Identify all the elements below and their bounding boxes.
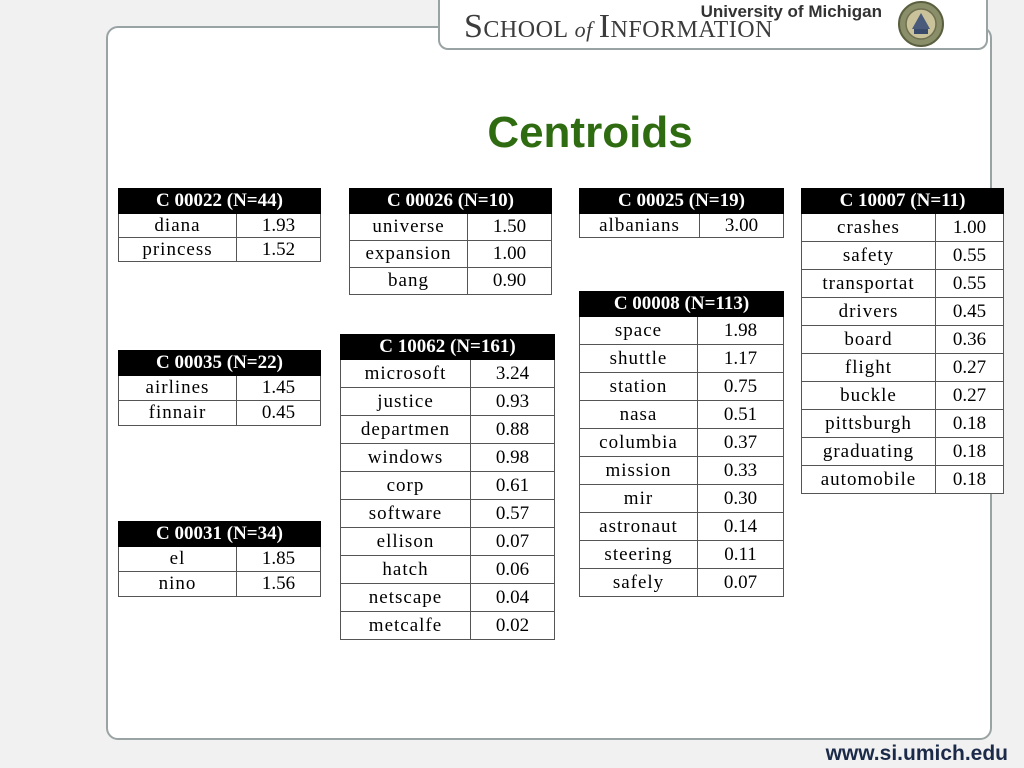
table-row [802, 438, 1004, 466]
weight-cell: 0.88 [471, 416, 555, 444]
weight-cell: 3.24 [471, 360, 555, 388]
footer-url: www.si.umich.edu [825, 742, 1008, 765]
weight-cell: 0.37 [698, 429, 784, 457]
weight-cell: 0.98 [471, 444, 555, 472]
table-row [350, 241, 552, 268]
term-cell: flight [802, 354, 936, 382]
table-row [580, 485, 784, 513]
centroid-table [118, 188, 321, 262]
table-row [350, 214, 552, 241]
term-cell: pittsburgh [802, 410, 936, 438]
term-cell: justice [341, 388, 471, 416]
term-cell: board [802, 326, 936, 354]
term-cell: transportat [802, 270, 936, 298]
table-row [341, 500, 555, 528]
table-row [802, 466, 1004, 494]
weight-cell: 0.45 [936, 298, 1004, 326]
table-row [341, 360, 555, 388]
page-title: Centroids [487, 108, 693, 157]
weight-cell: 0.55 [936, 242, 1004, 270]
weight-cell: 0.14 [698, 513, 784, 541]
term-cell: columbia [580, 429, 698, 457]
table-row [119, 214, 321, 238]
term-cell: el [119, 547, 237, 572]
term-cell: airlines [119, 376, 237, 401]
table-row [341, 444, 555, 472]
table-header: C 00026 (N=10) [350, 189, 552, 214]
weight-cell: 0.51 [698, 401, 784, 429]
weight-cell: 1.17 [698, 345, 784, 373]
term-cell: corp [341, 472, 471, 500]
table-row [802, 410, 1004, 438]
term-cell: safely [580, 569, 698, 597]
weight-cell: 0.18 [936, 438, 1004, 466]
term-cell: graduating [802, 438, 936, 466]
term-cell: hatch [341, 556, 471, 584]
term-cell: finnair [119, 401, 237, 426]
centroid-table [340, 334, 555, 640]
term-cell: shuttle [580, 345, 698, 373]
header-banner [438, 0, 988, 50]
table-row [341, 528, 555, 556]
table-row [580, 317, 784, 345]
university-name: University of Michigan [700, 2, 882, 21]
term-cell: drivers [802, 298, 936, 326]
term-cell: nasa [580, 401, 698, 429]
table-row [119, 572, 321, 597]
weight-cell: 0.11 [698, 541, 784, 569]
weight-cell: 0.06 [471, 556, 555, 584]
weight-cell: 0.04 [471, 584, 555, 612]
table-row [580, 429, 784, 457]
table-row [341, 472, 555, 500]
weight-cell: 1.45 [237, 376, 321, 401]
weight-cell: 0.61 [471, 472, 555, 500]
weight-cell: 0.90 [468, 268, 552, 295]
weight-cell: 0.75 [698, 373, 784, 401]
table-header: C 00008 (N=113) [580, 292, 784, 317]
table-row [580, 401, 784, 429]
table-row [341, 612, 555, 640]
table-row [802, 214, 1004, 242]
term-cell: crashes [802, 214, 936, 242]
weight-cell: 1.50 [468, 214, 552, 241]
table-row [341, 388, 555, 416]
table-header: C 00022 (N=44) [119, 189, 321, 214]
table-header: C 00031 (N=34) [119, 522, 321, 547]
weight-cell: 0.18 [936, 466, 1004, 494]
centroid-table [801, 188, 1004, 494]
table-row [580, 569, 784, 597]
term-cell: mission [580, 457, 698, 485]
centroid-table [118, 350, 321, 426]
term-cell: metcalfe [341, 612, 471, 640]
term-cell: princess [119, 238, 237, 262]
weight-cell: 1.56 [237, 572, 321, 597]
term-cell: steering [580, 541, 698, 569]
term-cell: universe [350, 214, 468, 241]
term-cell: diana [119, 214, 237, 238]
table-row [802, 298, 1004, 326]
weight-cell: 0.02 [471, 612, 555, 640]
table-row [580, 457, 784, 485]
table-row [580, 541, 784, 569]
table-row [350, 268, 552, 295]
table-row [580, 214, 784, 238]
centroid-table [118, 521, 321, 597]
term-cell: departmen [341, 416, 471, 444]
term-cell: nino [119, 572, 237, 597]
table-row [341, 556, 555, 584]
table-row [802, 242, 1004, 270]
table-row [802, 326, 1004, 354]
centroid-table [579, 291, 784, 597]
term-cell: software [341, 500, 471, 528]
table-row [580, 373, 784, 401]
term-cell: ellison [341, 528, 471, 556]
weight-cell: 0.27 [936, 354, 1004, 382]
table-header: C 10007 (N=11) [802, 189, 1004, 214]
weight-cell: 1.52 [237, 238, 321, 262]
weight-cell: 1.98 [698, 317, 784, 345]
table-row [802, 354, 1004, 382]
table-row [119, 238, 321, 262]
table-header: C 00025 (N=19) [580, 189, 784, 214]
weight-cell: 0.07 [698, 569, 784, 597]
table-row [341, 584, 555, 612]
weight-cell: 0.45 [237, 401, 321, 426]
term-cell: albanians [580, 214, 700, 238]
weight-cell: 0.36 [936, 326, 1004, 354]
centroid-table [579, 188, 784, 238]
weight-cell: 1.93 [237, 214, 321, 238]
table-row [119, 401, 321, 426]
table-row [341, 416, 555, 444]
term-cell: space [580, 317, 698, 345]
table-row [119, 547, 321, 572]
term-cell: safety [802, 242, 936, 270]
weight-cell: 0.07 [471, 528, 555, 556]
weight-cell: 3.00 [700, 214, 784, 238]
weight-cell: 1.00 [936, 214, 1004, 242]
weight-cell: 0.55 [936, 270, 1004, 298]
table-row [802, 382, 1004, 410]
term-cell: station [580, 373, 698, 401]
weight-cell: 1.85 [237, 547, 321, 572]
table-row [119, 376, 321, 401]
term-cell: microsoft [341, 360, 471, 388]
term-cell: buckle [802, 382, 936, 410]
school-of-information-logo: SCHOOL of INFORMATION [464, 8, 773, 45]
weight-cell: 0.93 [471, 388, 555, 416]
table-row [802, 270, 1004, 298]
weight-cell: 0.18 [936, 410, 1004, 438]
term-cell: windows [341, 444, 471, 472]
table-header: C 10062 (N=161) [341, 335, 555, 360]
term-cell: astronaut [580, 513, 698, 541]
centroid-table [349, 188, 552, 295]
table-header: C 00035 (N=22) [119, 351, 321, 376]
table-row [580, 513, 784, 541]
university-seal-icon [886, 1, 956, 47]
weight-cell: 0.30 [698, 485, 784, 513]
term-cell: bang [350, 268, 468, 295]
weight-cell: 0.57 [471, 500, 555, 528]
weight-cell: 1.00 [468, 241, 552, 268]
table-row [580, 345, 784, 373]
term-cell: expansion [350, 241, 468, 268]
term-cell: netscape [341, 584, 471, 612]
term-cell: mir [580, 485, 698, 513]
weight-cell: 0.33 [698, 457, 784, 485]
weight-cell: 0.27 [936, 382, 1004, 410]
term-cell: automobile [802, 466, 936, 494]
